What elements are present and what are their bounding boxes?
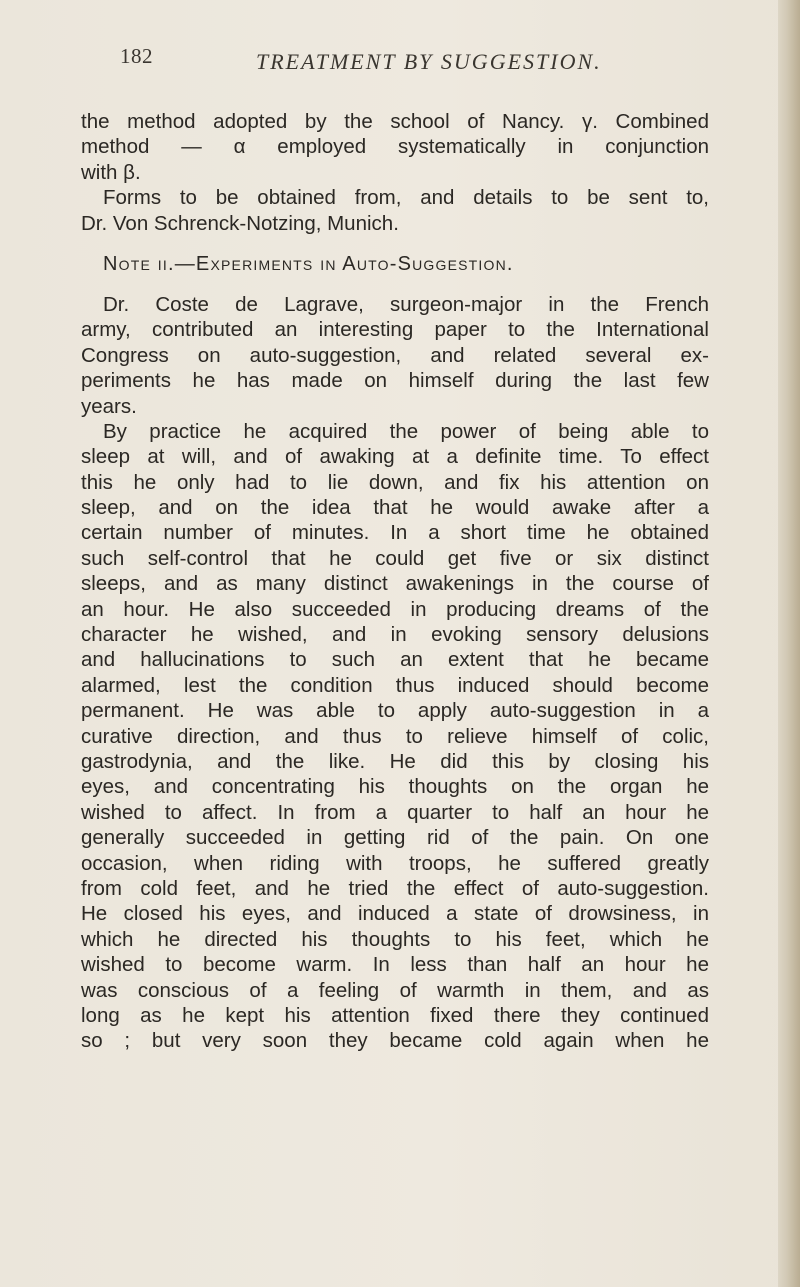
text-line: such self-control that he could get five or six distinct xyxy=(81,546,709,570)
text-line: which he directed his thoughts to his feet, which he xyxy=(81,927,709,951)
text-line: gastrodynia, and the like. He did this by closing his xyxy=(81,749,709,773)
text-line: army, contributed an interesting paper to the International xyxy=(81,318,709,342)
page-text xyxy=(81,109,709,1054)
text-line: Dr. Coste de Lagrave, surgeon-major in the French xyxy=(103,292,709,316)
text-line: the method adopted by the school of Nancy. γ. Combined xyxy=(81,110,709,133)
text-line: By practice he acquired the power of being able to xyxy=(103,419,709,443)
text-line: sleep at will, and of awaking at a definite time. To effect xyxy=(81,445,709,469)
text-line: Congress on auto-suggestion, and related several ex- xyxy=(81,343,709,367)
text-line: curative direction, and thus to relieve himself of colic, xyxy=(81,724,709,748)
text-line: method — α employed systematically in conjunction xyxy=(81,135,709,159)
text-line: an hour. He also succeeded in producing dreams of the xyxy=(81,597,709,621)
text-line: wished to become warm. In less than half an hour he xyxy=(81,953,709,977)
text-line: occasion, when riding with troops, he suffered greatly xyxy=(81,851,709,875)
text-line: character he wished, and in evoking sensory delusions xyxy=(81,623,709,647)
text-line: wished to affect. In from a quarter to half an hour he xyxy=(81,800,709,824)
text-line: periments he has made on himself during the last few xyxy=(81,369,709,393)
text-line: Forms to be obtained from, and details to be sent to, xyxy=(103,186,709,210)
text-line: sleeps, and as many distinct awakenings in the course of xyxy=(81,572,709,596)
text-line: permanent. He was able to apply auto-suggestion in a xyxy=(81,699,709,723)
text-line: this he only had to lie down, and fix his attention on xyxy=(81,470,709,494)
text-line: Dr. Von Schrenck-Notzing, Munich. xyxy=(81,211,399,235)
text-line: and hallucinations to such an extent that he became xyxy=(81,648,709,672)
page-gutter xyxy=(778,0,800,1287)
text-line: long as he kept his attention fixed there they continued xyxy=(81,1003,709,1027)
text-line: eyes, and concentrating his thoughts on the organ he xyxy=(81,775,709,799)
text-line: generally succeeded in getting rid of the pain. On one xyxy=(81,826,709,850)
running-head: TREATMENT BY SUGGESTION. xyxy=(256,49,602,74)
text-line: with β. xyxy=(81,160,141,184)
text-line: He closed his eyes, and induced a state of drowsiness, in xyxy=(81,902,709,926)
text-line: from cold feet, and he tried the effect of auto-suggestion. xyxy=(81,876,709,900)
text-line: years. xyxy=(81,394,137,418)
text-line: was conscious of a feeling of warmth in them, and as xyxy=(81,978,709,1002)
text-line: so ; but very soon they became cold again when he xyxy=(81,1029,709,1053)
page-header xyxy=(120,44,680,84)
text-line: sleep, and on the idea that he would awake after a xyxy=(81,496,709,520)
text-line: alarmed, lest the condition thus induced should become xyxy=(81,673,709,697)
note-heading: Note ii.—Experiments in Auto-Suggestion. xyxy=(103,252,514,275)
page-number: 182 xyxy=(120,44,153,68)
text-line: certain number of minutes. In a short time he obtained xyxy=(81,521,709,545)
